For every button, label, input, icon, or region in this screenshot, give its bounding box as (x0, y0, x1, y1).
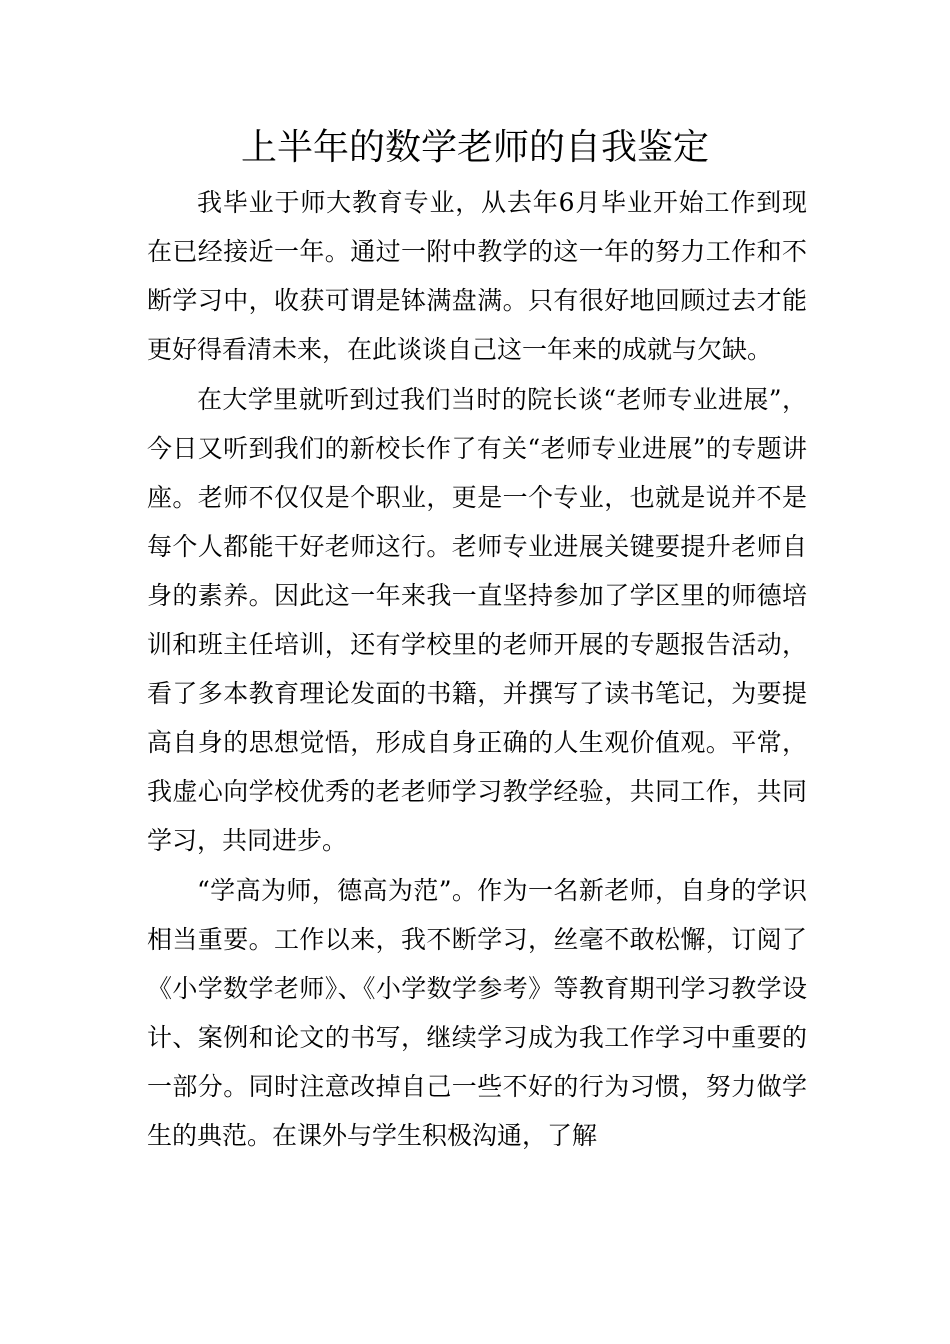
paragraph-1: 我毕业于师大教育专业，从去年6月毕业开始工作到现在已经接近一年。通过一附中教学的这一年的努力工作和不断学习中，收获可谓是钵满盘满。只有很好地回顾过去才能更好得看清未来，在此谈谈自己这一年来的成就与欠缺。 (147, 188, 807, 364)
document-body (147, 178, 807, 1161)
paragraph-2: 在大学里就听到过我们当时的院长谈“老师专业进展”，今日又听到我们的新校长作了有关“老师专业进展”的专题讲座。老师不仅仅是个职业，更是一个专业，也就是说并不是每个人都能干好老师这行。老师专业进展关键要提升老师自身的素养。因此这一年来我一直坚持参加了学区里的师德培训和班主任培训，还有学校里的老师开展的专题报告活动，看了多本教育理论发面的书籍，并撰写了读书笔记，为要提高自身的思想觉悟，形成自身正确的人生观价值观。平常，我虚心向学校优秀的老老师学习教学经验，共同工作，共同学习，共同进步。 (147, 385, 807, 855)
paragraph-3: “学高为师，德高为范”。作为一名新老师，自身的学识相当重要。工作以来，我不断学习，丝毫不敢松懈，订阅了《小学数学老师》、《小学数学参考》等教育期刊学习教学设计、案例和论文的书写，继续学习成为我工作学习中重要的一部分。同时注意改掉自己一些不好的行为习惯，努力做学生的典范。在课外与学生积极沟通，了解 (147, 876, 807, 1150)
document-title: 上半年的数学老师的自我鉴定 (240, 127, 709, 168)
